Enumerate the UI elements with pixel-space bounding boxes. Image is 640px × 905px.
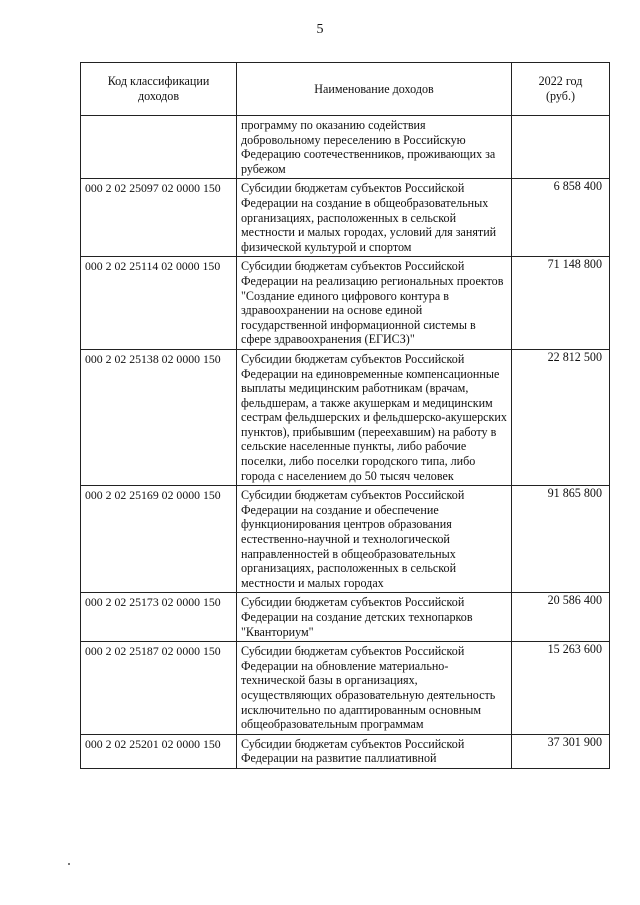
row-name: Субсидии бюджетам субъектов Российской Федерации на обновление материально-технической базы в организациях, осуществляющих образовательную деятельность исключительно по адаптированным основным общеобразовательным программам [237, 642, 512, 735]
revenue-table [80, 62, 610, 769]
row-amount: 91 865 800 [512, 486, 610, 593]
table-row [81, 486, 610, 593]
table-row [81, 257, 610, 350]
row-amount [512, 116, 610, 179]
row-code: 000 2 02 25097 02 0000 150 [81, 179, 237, 257]
row-name: Субсидии бюджетам субъектов Российской Федерации на создание детских технопарков "Кванториум" [237, 593, 512, 642]
header-name: Наименование доходов [237, 63, 512, 116]
table-row [81, 593, 610, 642]
row-code: 000 2 02 25138 02 0000 150 [81, 349, 237, 485]
table-row [81, 116, 610, 179]
row-name: Субсидии бюджетам субъектов Российской Федерации на развитие паллиативной [237, 734, 512, 768]
row-code: 000 2 02 25169 02 0000 150 [81, 486, 237, 593]
row-amount: 37 301 900 [512, 734, 610, 768]
table-row [81, 349, 610, 485]
row-name: Субсидии бюджетам субъектов Российской Федерации на реализацию региональных проектов "Создание единого цифрового контура в здравоохранении на основе единой государственной информационной системы в сфере здравоохранения (ЕГИСЗ)" [237, 257, 512, 350]
row-code: 000 2 02 25114 02 0000 150 [81, 257, 237, 350]
row-name: Субсидии бюджетам субъектов Российской Федерации на создание и обеспечение функционирования центров образования естественно-научной и технологической направленностей в общеобразовательных организациях, расположенных в сельской местности и малых городах [237, 486, 512, 593]
table-header-row [81, 63, 610, 116]
row-code [81, 116, 237, 179]
row-code: 000 2 02 25173 02 0000 150 [81, 593, 237, 642]
table-row [81, 734, 610, 768]
page-number: 5 [316, 22, 324, 37]
row-name: программу по оказанию содействия добровольному переселению в Российскую Федерацию соотечественников, проживающих за рубежом [237, 116, 512, 179]
row-code: 000 2 02 25187 02 0000 150 [81, 642, 237, 735]
row-amount: 6 858 400 [512, 179, 610, 257]
table-row [81, 642, 610, 735]
row-name: Субсидии бюджетам субъектов Российской Федерации на единовременные компенсационные выплаты медицинским работникам (врачам, фельдшерам, а также акушеркам и медицинским сестрам фельдшерских и фельдшерско-акушерских пунктов), прибывшим (переехавшим) на работу в сельские населенные пункты, либо рабочие поселки, либо поселки городского типа, либо города с населением до 50 тысяч человек [237, 349, 512, 485]
row-code: 000 2 02 25201 02 0000 150 [81, 734, 237, 768]
header-code: Код классификации доходов [81, 63, 237, 116]
row-amount: 20 586 400 [512, 593, 610, 642]
scan-speck [68, 863, 70, 865]
row-amount: 22 812 500 [512, 349, 610, 485]
table-row [81, 179, 610, 257]
row-amount: 15 263 600 [512, 642, 610, 735]
row-name: Субсидии бюджетам субъектов Российской Федерации на создание в общеобразовательных организациях, расположенных в сельской местности и малых городах, условий для занятий физической культурой и спортом [237, 179, 512, 257]
row-amount: 71 148 800 [512, 257, 610, 350]
header-amount: 2022 год (руб.) [512, 63, 610, 116]
